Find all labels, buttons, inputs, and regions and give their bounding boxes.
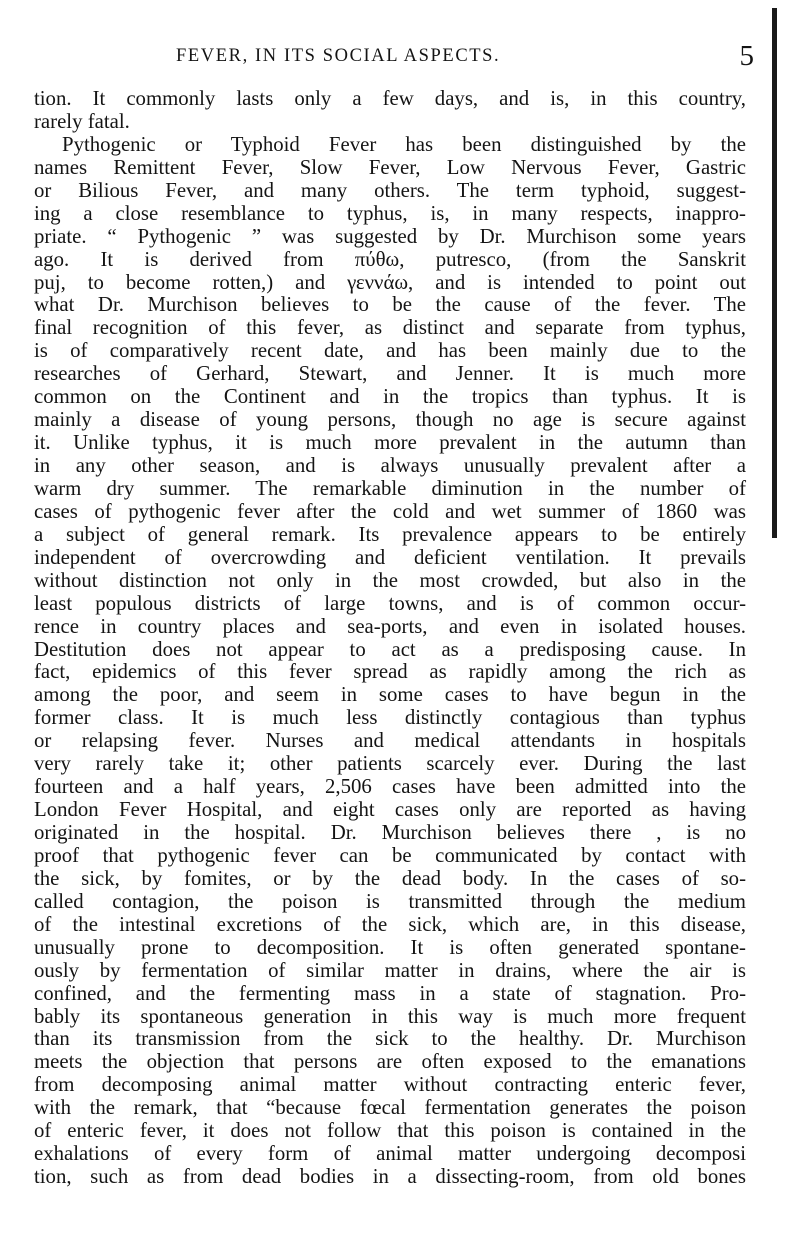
text-line: rence in country places and sea-ports, and even in isolated houses. bbox=[34, 614, 746, 638]
text-line: puj, to become rotten,) and γεννάω, and is intended to point out bbox=[34, 270, 746, 294]
page-edge-rule bbox=[772, 8, 777, 538]
text-line: priate. “ Pythogenic ” was suggested by Dr. Murchison some years bbox=[34, 224, 746, 248]
text-line: Destitution does not appear to act as a predisposing cause. In bbox=[34, 637, 746, 661]
text-line: meets the objection that persons are often exposed to the emanations bbox=[34, 1050, 746, 1074]
text-line: common on the Continent and in the tropics than typhus. It is bbox=[34, 385, 746, 409]
text-line: tion, such as from dead bodies in a dissecting-room, from old bones bbox=[34, 1165, 746, 1189]
text-line: without distinction not only in the most crowded, but also in the bbox=[34, 568, 746, 592]
text-line: warm dry summer. The remarkable diminution in the number of bbox=[34, 476, 746, 500]
text-line: confined, and the fermenting mass in a state of stagnation. Pro- bbox=[34, 981, 746, 1005]
text-line: least populous districts of large towns, and is of common occur- bbox=[34, 591, 746, 615]
text-line: ing a close resemblance to typhus, is, in many respects, inappro- bbox=[34, 201, 746, 225]
text-line: fourteen and a half years, 2,506 cases have been admitted into the bbox=[34, 775, 746, 799]
text-line: ago. It is derived from πύθω, putresco, (from the Sanskrit bbox=[34, 247, 746, 271]
text-line: rarely fatal. bbox=[34, 109, 130, 133]
running-head: FEVER, IN ITS SOCIAL ASPECTS. bbox=[176, 46, 501, 66]
text-line: a subject of general remark. Its prevalence appears to be entirely bbox=[34, 522, 746, 546]
text-line: or Bilious Fever, and many others. The term typhoid, suggest- bbox=[34, 178, 746, 202]
text-line: or relapsing fever. Nurses and medical attendants in hospitals bbox=[34, 729, 746, 753]
text-line: names Remittent Fever, Slow Fever, Low Nervous Fever, Gastric bbox=[34, 155, 746, 179]
text-line: former class. It is much less distinctly contagious than typhus bbox=[34, 706, 746, 730]
text-line: proof that pythogenic fever can be communicated by contact with bbox=[34, 843, 746, 867]
text-line: mainly a disease of young persons, though no age is secure against bbox=[34, 408, 746, 432]
text-line: cases of pythogenic fever after the cold and wet summer of 1860 was bbox=[34, 499, 746, 523]
text-line: the sick, by fomites, or by the dead body. In the cases of so- bbox=[34, 866, 746, 890]
text-line: of enteric fever, it does not follow that this poison is contained in the bbox=[34, 1119, 746, 1143]
text-line: is of comparatively recent date, and has been mainly due to the bbox=[34, 339, 746, 363]
body-text bbox=[34, 88, 746, 1189]
text-line: in any other season, and is always unusually prevalent after a bbox=[34, 454, 746, 477]
text-line: it. Unlike typhus, it is much more prevalent in the autumn than bbox=[34, 431, 746, 455]
text-line: researches of Gerhard, Stewart, and Jenner. It is much more bbox=[34, 362, 746, 386]
text-line: London Fever Hospital, and eight cases only are reported as having bbox=[34, 798, 746, 822]
page-header bbox=[24, 40, 754, 80]
text-line: among the poor, and seem in some cases to have begun in the bbox=[34, 683, 746, 707]
page-number: 5 bbox=[739, 40, 754, 72]
text-line: bably its spontaneous generation in this way is much more frequent bbox=[34, 1004, 746, 1028]
text-line: ously by fermentation of similar matter in drains, where the air is bbox=[34, 958, 746, 982]
text-line: originated in the hospital. Dr. Murchison believes there , is no bbox=[34, 821, 746, 844]
text-line: fact, epidemics of this fever spread as rapidly among the rich as bbox=[34, 660, 746, 684]
text-line: Pythogenic or Typhoid Fever has been distinguished by the bbox=[62, 132, 746, 156]
text-line: called contagion, the poison is transmitted through the medium bbox=[34, 889, 746, 913]
text-line: than its transmission from the sick to the healthy. Dr. Murchison bbox=[34, 1027, 746, 1051]
text-line: exhalations of every form of animal matter undergoing decomposi bbox=[34, 1142, 746, 1166]
text-line: final recognition of this fever, as distinct and separate from typhus, bbox=[34, 316, 746, 340]
text-line: from decomposing animal matter without contracting enteric fever, bbox=[34, 1073, 746, 1097]
text-line: independent of overcrowding and deficient ventilation. It prevails bbox=[34, 545, 746, 569]
text-line: unusually prone to decomposition. It is often generated spontane- bbox=[34, 935, 746, 959]
text-line: of the intestinal excretions of the sick, which are, in this disease, bbox=[34, 912, 746, 936]
text-line: very rarely take it; other patients scarcely ever. During the last bbox=[34, 752, 746, 776]
text-line: tion. It commonly lasts only a few days, and is, in this country, bbox=[34, 87, 746, 110]
text-line: what Dr. Murchison believes to be the cause of the fever. The bbox=[34, 293, 746, 317]
text-line: with the remark, that “because fœcal fermentation generates the poison bbox=[34, 1096, 746, 1120]
